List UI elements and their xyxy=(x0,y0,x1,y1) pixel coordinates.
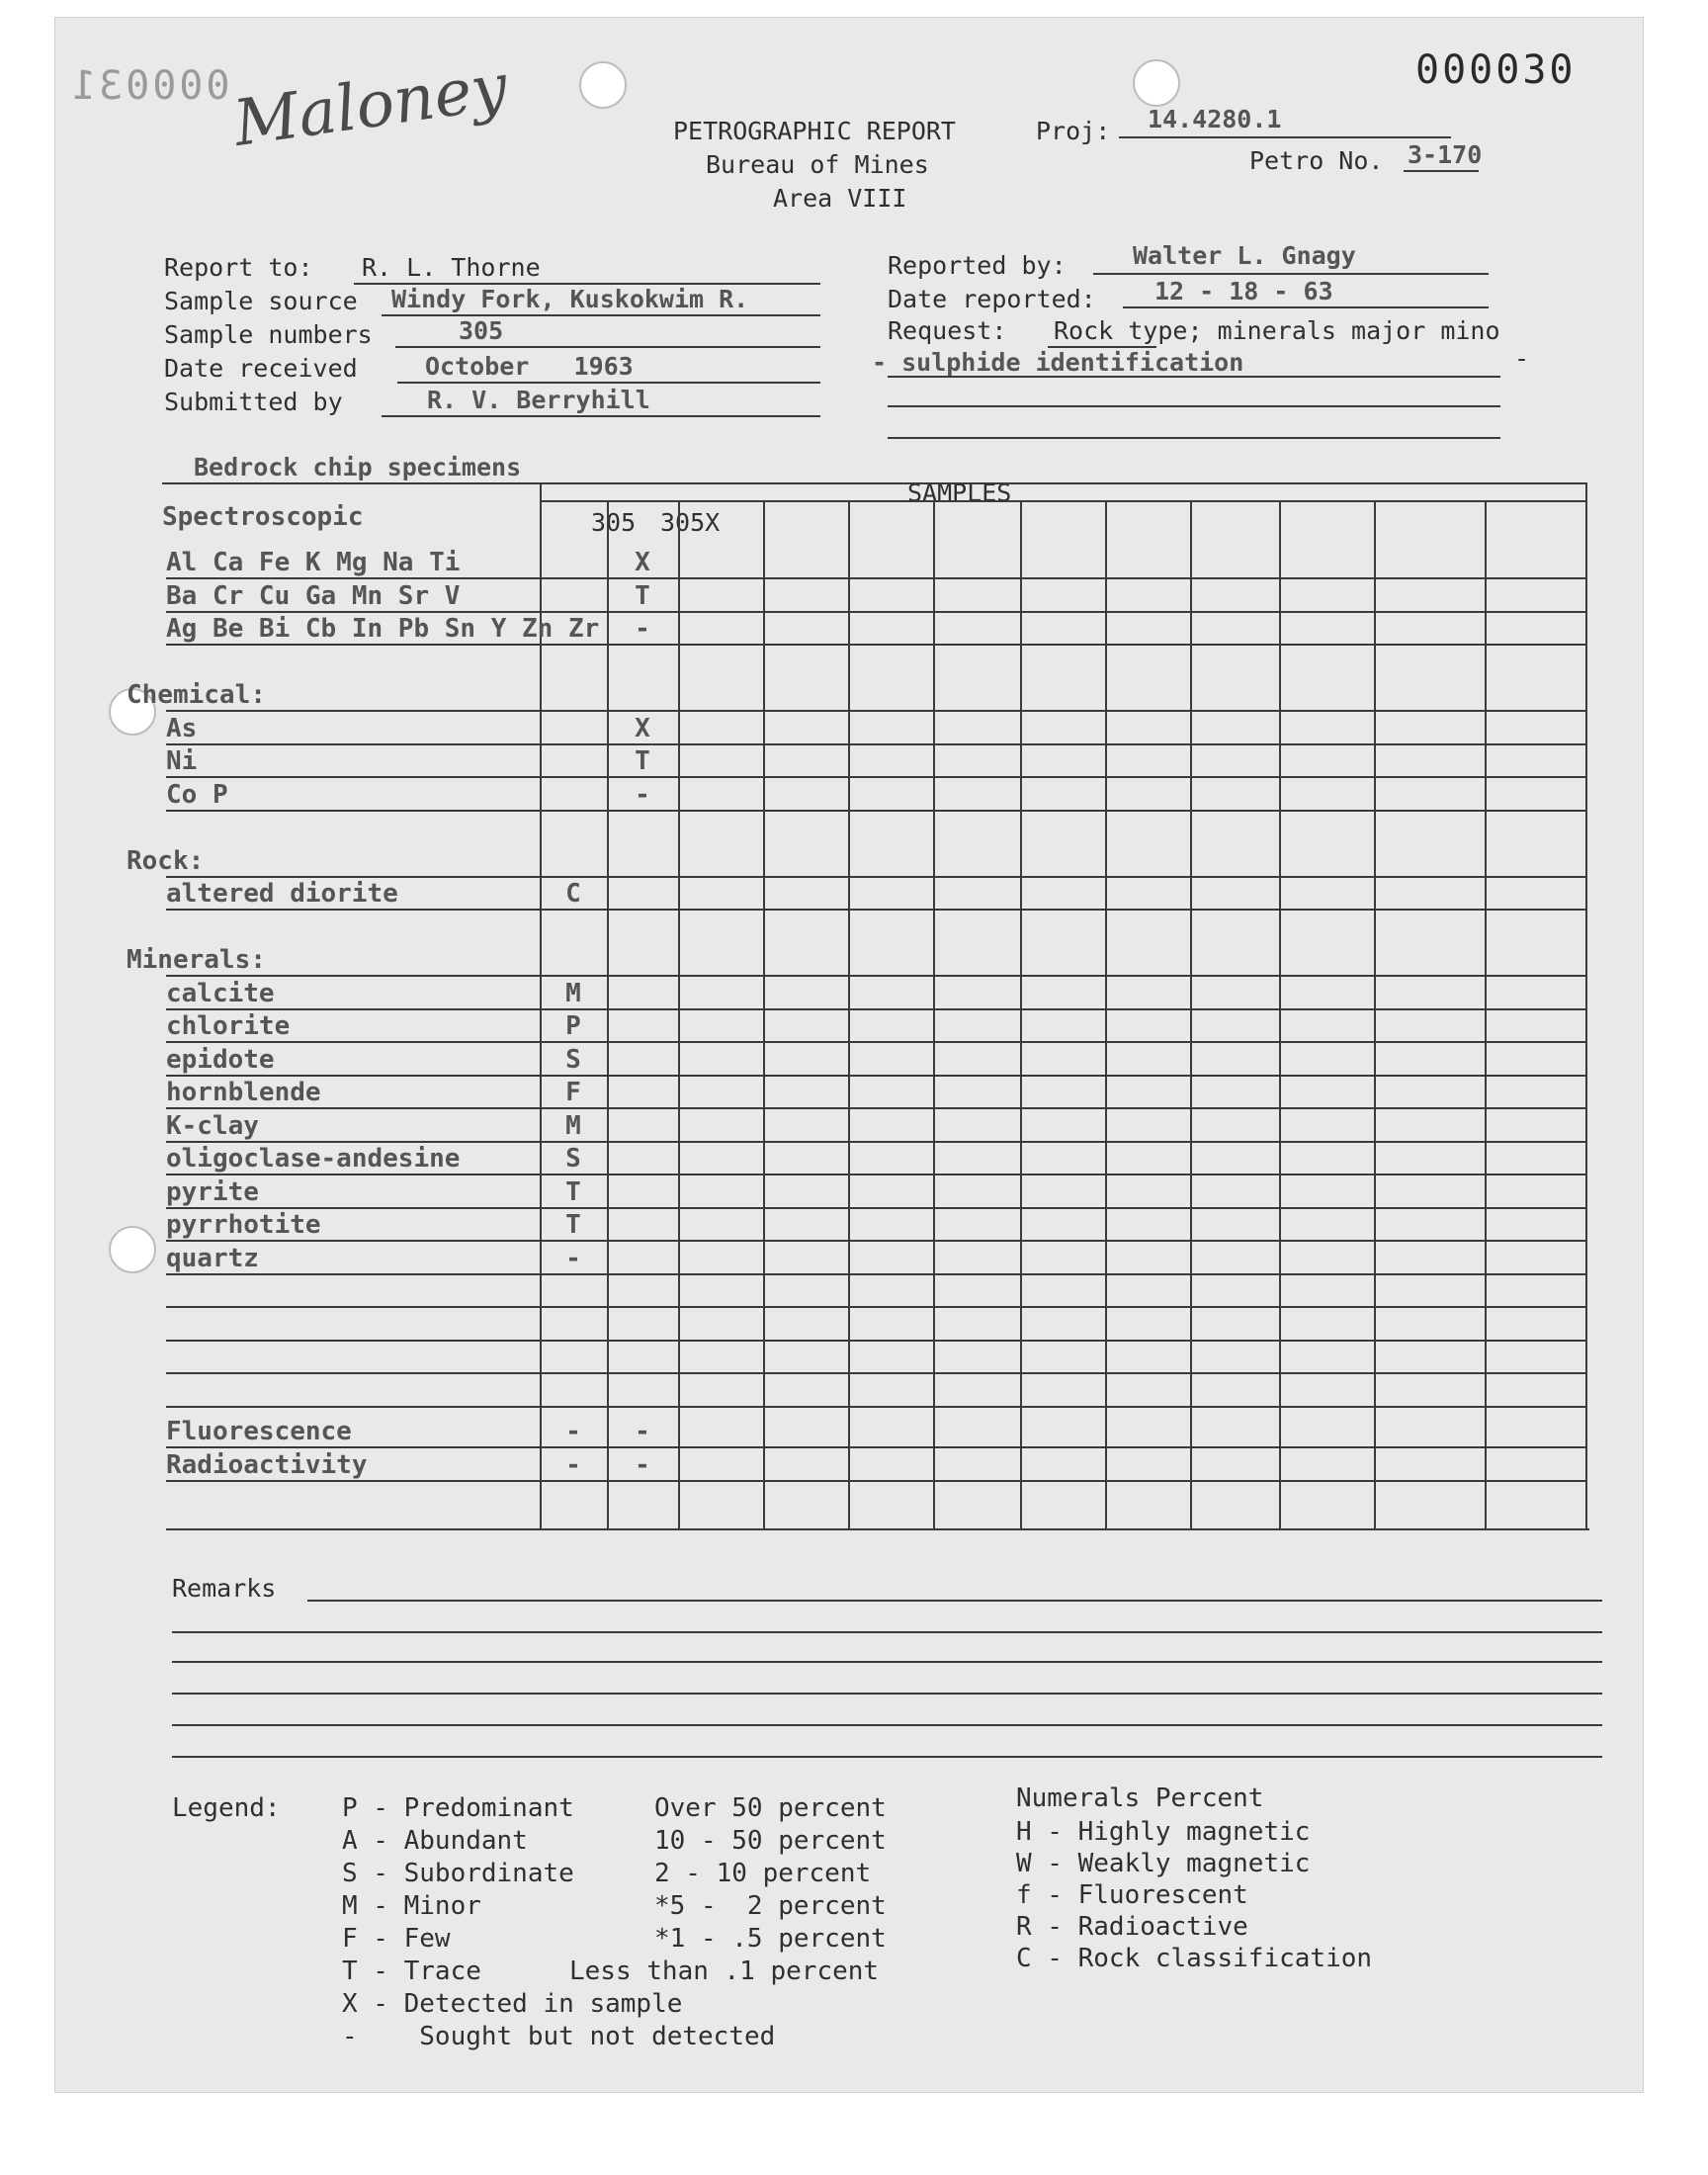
table-row-line xyxy=(166,1075,1585,1077)
mineral-cell-305: P xyxy=(565,1011,581,1041)
section-chem: Chemical: xyxy=(127,680,266,710)
report-to-label: Report to: xyxy=(164,253,313,282)
legend-code: S - Subordinate xyxy=(342,1859,574,1888)
legend-code: P - Predominant xyxy=(342,1793,574,1823)
punch-hole xyxy=(1133,59,1180,107)
bottom-cell-305x: - xyxy=(635,1449,650,1480)
table-row-line xyxy=(166,1306,1585,1308)
report-title: PETROGRAPHIC REPORT xyxy=(673,117,956,145)
chem-row-label: Co P xyxy=(166,779,228,810)
remarks-line xyxy=(307,1600,1602,1602)
spectro-cell-305x: T xyxy=(635,580,650,611)
rock-row-label: altered diorite xyxy=(166,879,398,909)
section-rock: Rock: xyxy=(127,845,205,876)
column-header-305: 305 xyxy=(591,508,637,537)
legend-right-entry: C - Rock classification xyxy=(1016,1944,1373,1973)
table-row-line xyxy=(166,1141,1585,1143)
reported-by-label: Reported by: xyxy=(888,251,1067,280)
field-underline xyxy=(382,314,820,316)
bottom-cell-305: - xyxy=(565,1449,581,1480)
legend-range: Less than .1 percent xyxy=(569,1957,880,1986)
legend-right-title: Numerals Percent xyxy=(1016,1784,1264,1813)
spectro-cell-305x: - xyxy=(635,614,650,644)
proj-underline xyxy=(1119,136,1451,138)
mineral-row-label: pyrite xyxy=(166,1176,259,1207)
sample-source-label: Sample source xyxy=(164,287,358,315)
mineral-cell-305: - xyxy=(565,1243,581,1273)
field-underline xyxy=(395,346,820,348)
table-row-line xyxy=(166,577,1585,579)
chem-cell-305x: X xyxy=(635,713,650,743)
field-underline xyxy=(382,415,820,417)
request-line-dash: - xyxy=(1514,344,1530,373)
sample-numbers-value: 305 xyxy=(459,316,504,345)
spectro-row-label: Ba Cr Cu Ga Mn Sr V xyxy=(166,580,461,611)
mineral-cell-305: S xyxy=(565,1144,581,1174)
legend-range: Over 50 percent xyxy=(654,1793,887,1823)
legend-title: Legend: xyxy=(172,1793,281,1823)
rock-cell-305: C xyxy=(565,879,581,909)
punch-hole xyxy=(579,61,627,109)
table-row-line xyxy=(166,710,1585,712)
mineral-row-label: oligoclase-andesine xyxy=(166,1144,461,1174)
column-divider xyxy=(607,500,609,1528)
table-row-line xyxy=(166,810,1585,812)
table-row-line xyxy=(166,1207,1585,1209)
legend-range: 10 - 50 percent xyxy=(654,1826,887,1856)
table-row-line xyxy=(166,1240,1585,1242)
reported-by-value: Walter L. Gnagy xyxy=(1133,241,1356,270)
table-row-line xyxy=(166,909,1585,911)
table-row-line xyxy=(166,644,1585,646)
section-mineral: Minerals: xyxy=(127,945,266,975)
petro-value: 3-170 xyxy=(1408,140,1483,169)
column-divider xyxy=(763,500,765,1528)
legend-right-entry: R - Radioactive xyxy=(1016,1912,1248,1942)
spectro-row-label: Al Ca Fe K Mg Na Ti xyxy=(166,548,461,577)
date-received-label: Date received xyxy=(164,354,358,383)
chem-cell-305x: - xyxy=(635,779,650,810)
agency-name: Bureau of Mines xyxy=(706,150,929,179)
table-row-line xyxy=(166,611,1585,613)
table-row-line xyxy=(166,1041,1585,1043)
request-line xyxy=(888,405,1500,407)
date-reported-label: Date reported: xyxy=(888,285,1096,313)
column-divider xyxy=(1374,500,1376,1528)
column-divider xyxy=(1279,500,1281,1528)
table-row-line xyxy=(166,1480,1585,1482)
proj-label: Proj: xyxy=(1036,117,1111,145)
submitted-by-label: Submitted by xyxy=(164,388,343,416)
legend-code: X - Detected in sample xyxy=(342,1989,683,2019)
samples-header: SAMPLES xyxy=(907,478,1012,507)
legend-code: T - Trace xyxy=(342,1957,481,1986)
mineral-row-label: calcite xyxy=(166,978,275,1008)
legend-code: F - Few xyxy=(342,1924,451,1954)
column-divider xyxy=(678,500,680,1528)
date-reported-value: 12 - 18 - 63 xyxy=(1154,277,1333,305)
spectro-cell-305x: X xyxy=(635,548,650,577)
remarks-line xyxy=(172,1631,1602,1633)
mineral-cell-305: F xyxy=(565,1078,581,1107)
bleed-through-number: 000031 xyxy=(69,63,230,109)
column-header-305x: 305X xyxy=(660,508,721,537)
mineral-cell-305: T xyxy=(565,1176,581,1207)
table-row-line xyxy=(166,975,1585,977)
section-spectroscopic: Spectroscopic xyxy=(162,502,364,532)
table-row-line xyxy=(166,1273,1585,1275)
legend-right-entry: W - Weakly magnetic xyxy=(1016,1849,1311,1878)
bottom-cell-305: - xyxy=(565,1417,581,1446)
report-to-value: R. L. Thorne xyxy=(362,253,541,282)
sample-numbers-label: Sample numbers xyxy=(164,320,373,349)
request-value: Rock type; minerals major mino xyxy=(1054,316,1500,345)
remarks-line xyxy=(172,1756,1602,1758)
table-row-line xyxy=(166,876,1585,878)
mineral-cell-305: T xyxy=(565,1210,581,1240)
column-divider xyxy=(933,500,935,1528)
column-divider xyxy=(1190,500,1192,1528)
mineral-row-label: chlorite xyxy=(166,1011,291,1041)
field-underline xyxy=(1123,306,1489,308)
remarks-line xyxy=(172,1693,1602,1695)
mineral-cell-305: S xyxy=(565,1044,581,1075)
table-bottom-line xyxy=(166,1528,1589,1530)
request-line xyxy=(888,437,1500,439)
legend-range: 2 - 10 percent xyxy=(654,1859,872,1888)
bottom-row-label: Radioactivity xyxy=(166,1449,368,1480)
table-row-line xyxy=(166,1406,1585,1408)
handwritten-name: Maloney xyxy=(229,50,512,161)
legend-range: *5 - 2 percent xyxy=(654,1891,887,1921)
date-received-value: October 1963 xyxy=(425,352,634,381)
request-label: Request: xyxy=(888,316,1007,345)
request-value-continued: - sulphide identification xyxy=(872,348,1244,377)
table-row-line xyxy=(166,1446,1585,1448)
column-divider xyxy=(1105,500,1107,1528)
column-divider xyxy=(1485,500,1487,1528)
table-row-line xyxy=(166,1372,1585,1374)
request-line xyxy=(888,376,1500,378)
legend-right-entry: f - Fluorescent xyxy=(1016,1880,1248,1910)
table-row-line xyxy=(166,1174,1585,1175)
chem-cell-305x: T xyxy=(635,746,650,776)
mineral-row-label: pyrrhotite xyxy=(166,1210,321,1240)
submitted-by-value: R. V. Berryhill xyxy=(427,386,650,414)
samples-header-line xyxy=(540,500,1585,502)
mineral-cell-305: M xyxy=(565,978,581,1008)
field-underline xyxy=(1093,273,1489,275)
document-number: 000030 xyxy=(1415,47,1577,93)
table-row-line xyxy=(166,743,1585,745)
legend-range: *1 - .5 percent xyxy=(654,1924,887,1954)
mineral-cell-305: M xyxy=(565,1110,581,1141)
chem-row-label: As xyxy=(166,713,198,743)
mineral-row-label: hornblende xyxy=(166,1078,321,1107)
area-name: Area VIII xyxy=(773,184,907,213)
mineral-row-label: quartz xyxy=(166,1243,259,1273)
table-row-line xyxy=(166,1340,1585,1342)
legend-code: M - Minor xyxy=(342,1891,481,1921)
table-top-line xyxy=(162,482,1585,484)
bottom-cell-305x: - xyxy=(635,1417,650,1446)
spectro-row-label: Ag Be Bi Cb In Pb Sn Y Zn Zr xyxy=(166,614,600,644)
mineral-row-label: epidote xyxy=(166,1044,275,1075)
remarks-label: Remarks xyxy=(172,1574,277,1603)
petro-underline xyxy=(1404,170,1479,172)
field-underline xyxy=(397,382,820,384)
legend-code: A - Abundant xyxy=(342,1826,528,1856)
legend-right-entry: H - Highly magnetic xyxy=(1016,1817,1311,1847)
mineral-row-label: K-clay xyxy=(166,1110,259,1141)
sample-source-value: Windy Fork, Kuskokwim R. xyxy=(391,285,749,313)
report-sheet xyxy=(55,18,1643,2092)
column-divider xyxy=(848,500,850,1528)
bottom-row-label: Fluorescence xyxy=(166,1417,352,1446)
table-row-line xyxy=(166,776,1585,778)
chem-row-label: Ni xyxy=(166,746,198,776)
petro-label: Petro No. xyxy=(1249,146,1384,175)
table-row-line xyxy=(166,1107,1585,1109)
specimen-note: Bedrock chip specimens xyxy=(194,453,522,481)
table-row-line xyxy=(166,1008,1585,1010)
column-divider xyxy=(1020,500,1022,1528)
legend-code: - Sought but not detected xyxy=(342,2022,776,2051)
remarks-line xyxy=(172,1661,1602,1663)
column-divider xyxy=(1585,482,1587,1528)
proj-value: 14.4280.1 xyxy=(1148,105,1282,133)
remarks-line xyxy=(172,1724,1602,1726)
punch-hole xyxy=(109,1226,156,1273)
